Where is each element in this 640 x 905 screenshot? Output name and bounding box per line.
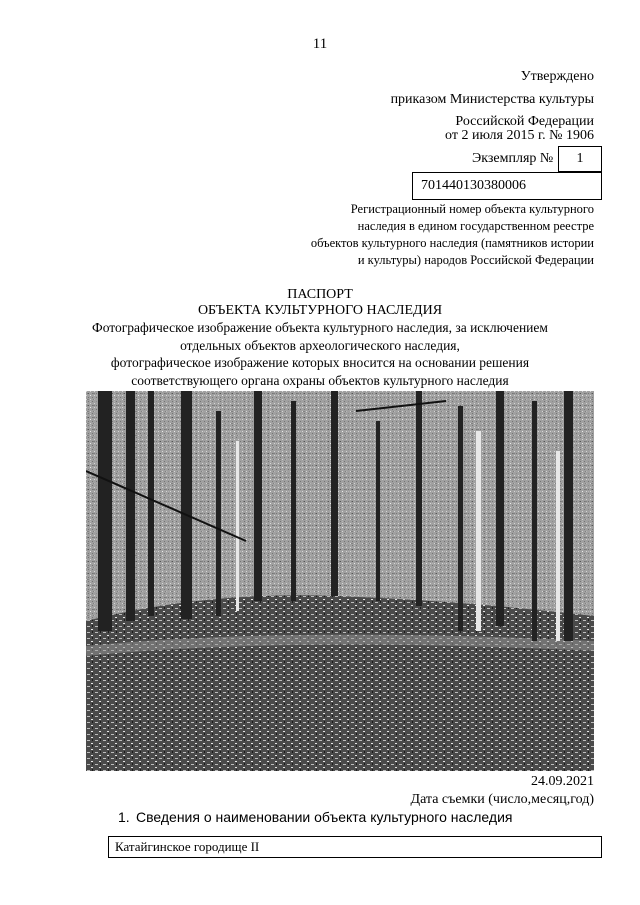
registration-caption bbox=[254, 201, 594, 269]
section-heading bbox=[118, 809, 512, 825]
approval-line: от 2 июля 2015 г. № 1906 bbox=[445, 128, 594, 143]
photo-description-line: соответствующего органа охраны объектов культурного наследия bbox=[131, 372, 509, 388]
forest-photo-graphic bbox=[86, 391, 594, 771]
photo-description-line: Фотографическое изображение объекта культурного наследия, за исключением bbox=[92, 320, 548, 335]
document-title: ПАСПОРТ bbox=[287, 287, 353, 302]
photo-description-line: фотографическое изображение которых вносится на основании решения bbox=[110, 355, 530, 370]
photo-description-line: отдельных объектов археологического наследия, bbox=[180, 337, 460, 353]
copy-number-label: Экземпляр № bbox=[472, 151, 554, 166]
copy-number-box: 1 bbox=[558, 146, 602, 172]
document-subtitle: ОБЪЕКТА КУЛЬТУРНОГО НАСЛЕДИЯ bbox=[197, 303, 443, 318]
registration-caption-line: объектов культурного наследия (памятников истории bbox=[310, 236, 594, 250]
registration-caption-line: Регистрационный номер объекта культурного bbox=[350, 202, 594, 216]
photo-description bbox=[60, 319, 580, 389]
registration-number-box: 701440130380006 bbox=[412, 172, 602, 200]
registration-caption-line: и культуры) народов Российской Федерации bbox=[357, 253, 594, 267]
photo-date-caption: Дата съемки (число,месяц,год) bbox=[410, 792, 594, 807]
section-number: 1. bbox=[118, 809, 130, 825]
section-label: Сведения о наименовании объекта культурного наследия bbox=[136, 809, 513, 825]
approval-line: приказом Министерства культуры bbox=[390, 92, 594, 107]
approval-line: Утверждено bbox=[520, 69, 594, 84]
object-name-field: Катайгинское городище II bbox=[108, 836, 602, 858]
forest-photo bbox=[86, 391, 594, 771]
page-number: 11 bbox=[312, 36, 328, 52]
photo-date: 24.09.2021 bbox=[531, 774, 594, 789]
approval-line: Российской Федерации bbox=[455, 114, 594, 129]
registration-caption-line: наследия в едином государственном реестре bbox=[357, 219, 594, 233]
